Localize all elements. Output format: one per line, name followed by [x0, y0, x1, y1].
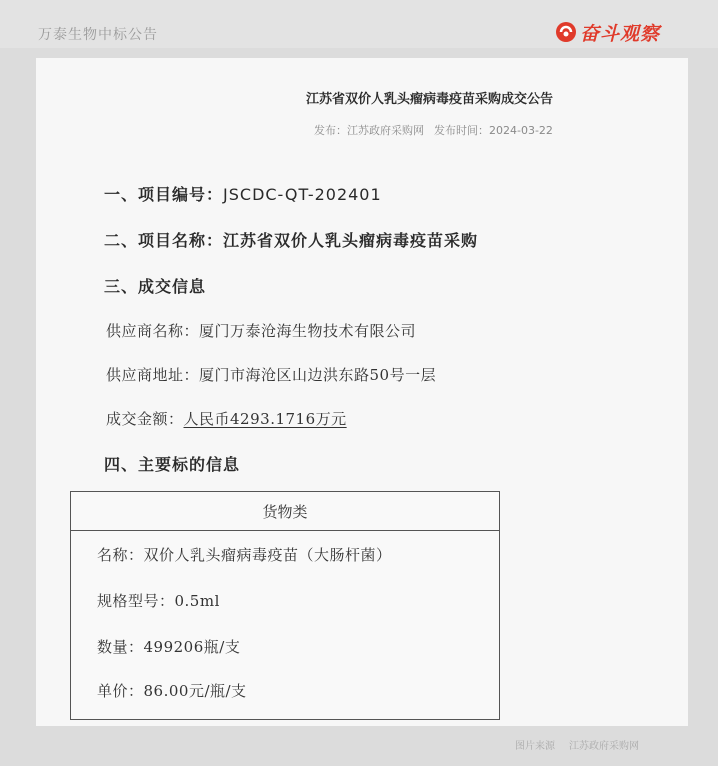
- section-main-items: 四、主要标的信息: [104, 455, 241, 474]
- document-page: [36, 58, 688, 726]
- goods-unit-price: 单价：86.00元/瓶/支: [97, 682, 247, 700]
- account-title: 万泰生物中标公告: [38, 27, 158, 43]
- goods-table-header: 货物类: [71, 492, 499, 531]
- supplier-address-line: [106, 364, 436, 385]
- goods-quantity: 数量：499206瓶/支: [97, 638, 241, 656]
- supplier-name-label: 供应商名称：: [106, 322, 200, 340]
- supplier-address: 厦门市海沧区山边洪东路50号一层: [199, 366, 437, 384]
- caption-source: 江苏政府采购网: [569, 741, 639, 752]
- supplier-address-label: 供应商地址：: [106, 366, 200, 384]
- goods-table: [70, 491, 500, 720]
- brand-name: 奋斗观察: [580, 22, 661, 45]
- document-meta: [314, 122, 563, 138]
- deal-amount-label: 成交金额：: [106, 410, 184, 428]
- section-label: 二、项目名称：: [104, 231, 224, 250]
- section-label: 一、项目编号：: [104, 185, 224, 204]
- document-title: 江苏省双价人乳头瘤病毒疫苗采购成交公告: [306, 92, 554, 107]
- goods-spec: 规格型号：0.5ml: [97, 592, 220, 610]
- goods-name: 名称：双价人乳头瘤病毒疫苗（大肠杆菌）: [97, 546, 392, 564]
- deal-amount: 人民币4293.1716万元: [183, 410, 347, 428]
- supplier-name: 厦门万泰沧海生物技术有限公司: [199, 322, 417, 340]
- top-bar: [0, 0, 718, 48]
- section-project-number: [104, 182, 382, 205]
- publish-time: 发布时间：2024-03-22: [434, 124, 553, 137]
- brand: [555, 18, 660, 46]
- project-number: JSCDC-QT-202401: [223, 185, 382, 204]
- caption-source-label: 图片来源: [515, 741, 555, 752]
- image-caption: [515, 737, 653, 752]
- brand-logo-icon: [555, 21, 577, 43]
- section-deal-info: 三、成交信息: [104, 277, 207, 296]
- supplier-name-line: [106, 320, 416, 341]
- section-project-name: [104, 228, 478, 251]
- project-name: 江苏省双价人乳头瘤病毒疫苗采购: [223, 231, 479, 250]
- publisher: 发布：江苏政府采购网: [314, 124, 424, 137]
- deal-amount-line: [106, 408, 347, 429]
